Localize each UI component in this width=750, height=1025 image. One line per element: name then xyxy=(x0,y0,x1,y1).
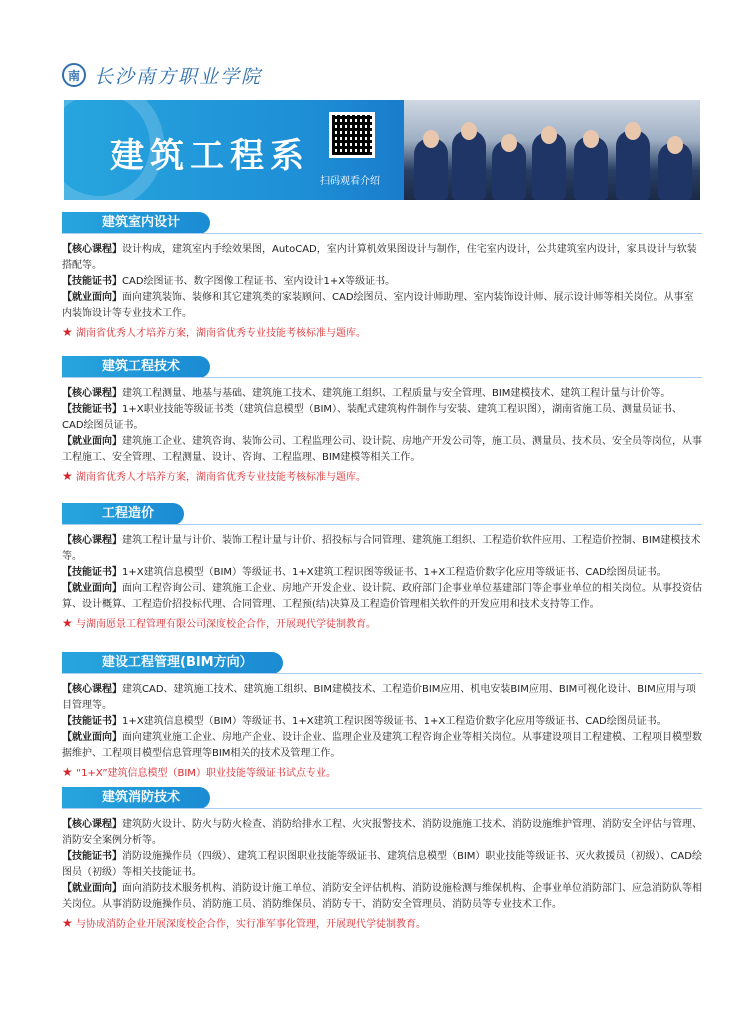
highlight-text: 与湖南愿景工程管理有限公司深度校企合作，开展现代学徒制教育。 xyxy=(75,619,376,630)
highlight-note xyxy=(62,615,702,633)
college-emblem-icon: 南 xyxy=(62,63,86,87)
star-icon: ★ xyxy=(62,616,73,630)
row-label: 【技能证书】 xyxy=(62,567,122,578)
course-row xyxy=(62,386,702,402)
certificate-row xyxy=(62,274,702,290)
employment-row xyxy=(62,581,702,613)
row-text: 建筑CAD、建筑施工技术、建筑施工组织、BIM建模技术、工程造价BIM应用、机电安装BIM应用、BIM可视化设计、BIM应用与项目管理等。 xyxy=(62,684,696,711)
qr-code[interactable] xyxy=(329,112,375,158)
row-text: 1+X建筑信息模型（BIM）等级证书、1+X建筑工程识图等级证书、1+X工程造价数字化应用等级证书、CAD绘图员证书。 xyxy=(122,716,667,727)
divider xyxy=(62,524,702,525)
course-row xyxy=(62,682,702,714)
highlight-text: 湖南省优秀人才培养方案，湖南省优秀专业技能考核标准与题库。 xyxy=(75,472,366,483)
row-label: 【核心课程】 xyxy=(62,535,122,546)
highlight-text: 与协成消防企业开展深度校企合作，实行准军事化管理，开展现代学徒制教育。 xyxy=(75,919,426,930)
section-fire-protection xyxy=(62,787,702,933)
college-logo xyxy=(62,58,262,92)
row-text: 面向建筑装饰、装修和其它建筑类的家装顾问、CAD绘图员、室内设计师助理、室内装饰设计师、展示设计师等相关岗位。从事室内装饰设计等专业技术工作。 xyxy=(62,292,694,319)
section-title: 建筑工程技术 xyxy=(62,356,210,378)
section-construction-tech xyxy=(62,356,702,486)
college-name: 长沙南方职业学院 xyxy=(94,65,263,88)
row-text: 建筑工程计量与计价、装饰工程计量与计价、招投标与合同管理、建筑施工组织、工程造价软件应用、工程造价控制、BIM建模技术等。 xyxy=(62,535,701,562)
row-text: 设计构成，建筑室内手绘效果图，AutoCAD，室内计算机效果图设计与制作，住宅室内设计，公共建筑室内设计，家具设计与软装搭配等。 xyxy=(62,244,697,271)
section-title: 工程造价 xyxy=(62,503,184,525)
row-label: 【就业面向】 xyxy=(62,292,122,303)
highlight-note xyxy=(62,468,702,486)
row-text: CAD绘图证书、数字图像工程证书、室内设计1+X等级证书。 xyxy=(122,276,396,287)
employment-row xyxy=(62,881,702,913)
row-label: 【技能证书】 xyxy=(62,851,122,862)
section-bim-management xyxy=(62,652,702,782)
row-text: 面向工程咨询公司、建筑施工企业、房地产开发企业、设计院、政府部门企事业单位基建部门等企事业单位的相关岗位。从事投资估算、设计概算、工程造价招投标代理、合同管理、工程预(结)决算及工程造价管理相关软件的开发应用和技术支持等工作。 xyxy=(62,583,702,610)
row-label: 【技能证书】 xyxy=(62,404,122,415)
highlight-note xyxy=(62,324,702,342)
section-title: 建筑室内设计 xyxy=(62,212,210,234)
employment-row xyxy=(62,434,702,466)
row-text: 面向建筑业施工企业、房地产企业、设计企业、监理企业及建筑工程咨询企业等相关岗位。从事建设项目工程建模、工程项目模型数据维护、工程项目模型信息管理等BIM相关的技术及管理工作。 xyxy=(62,732,702,759)
certificate-row xyxy=(62,565,702,581)
highlight-text: “1+X”建筑信息模型（BIM）职业技能等级证书试点专业。 xyxy=(75,768,336,779)
row-text: 1+X建筑信息模型（BIM）等级证书、1+X建筑工程识图等级证书、1+X工程造价数字化应用等级证书、CAD绘图员证书。 xyxy=(122,567,667,578)
students-photo xyxy=(404,100,700,200)
banner-title-panel xyxy=(64,100,404,200)
certificate-row xyxy=(62,714,702,730)
star-icon: ★ xyxy=(62,325,73,339)
course-row xyxy=(62,533,702,565)
row-label: 【核心课程】 xyxy=(62,244,122,255)
certificate-row xyxy=(62,849,702,881)
row-text: 1+X职业技能等级证书类（建筑信息模型（BIM）、装配式建筑构件制作与安装、建筑工程识图），湖南省施工员、测量员证书、CAD绘图员证书。 xyxy=(62,404,683,431)
section-title: 建设工程管理(BIM方向） xyxy=(62,652,283,674)
row-text: 消防设施操作员（四级）、建筑工程识图职业技能等级证书、建筑信息模型（BIM）职业技能等级证书、灭火救援员（初级）、CAD绘图员（初级）等相关技能证书。 xyxy=(62,851,702,878)
star-icon: ★ xyxy=(62,916,73,930)
highlight-note xyxy=(62,915,702,933)
row-label: 【就业面向】 xyxy=(62,436,122,447)
certificate-row xyxy=(62,402,702,434)
row-text: 建筑工程测量、地基与基础、建筑施工技术、建筑施工组织、工程质量与安全管理、BIM建模技术、建筑工程计量与计价等。 xyxy=(122,388,671,399)
divider xyxy=(62,673,702,674)
row-label: 【核心课程】 xyxy=(62,684,122,695)
row-label: 【就业面向】 xyxy=(62,883,122,894)
row-text: 面向消防技术服务机构、消防设计施工单位、消防安全评估机构、消防设施检测与维保机构、企事业单位消防部门、应急消防队等相关岗位。从事消防设施操作员、消防施工员、消防维保员、消防专干、消防安全管理员、消防员等专业技术工作。 xyxy=(62,883,702,910)
row-text: 建筑施工企业、建筑咨询、装饰公司、工程监理公司、设计院、房地产开发公司等，施工员、测量员、技术员、安全员等岗位，从事工程施工、安全管理、工程测量、设计、咨询、工程监理、BIM建模等相关工作。 xyxy=(62,436,702,463)
highlight-text: 湖南省优秀人才培养方案，湖南省优秀专业技能考核标准与题库。 xyxy=(75,328,366,339)
department-title: 建筑工程系 xyxy=(110,136,310,176)
employment-row xyxy=(62,730,702,762)
employment-row xyxy=(62,290,702,322)
section-cost-engineering xyxy=(62,503,702,633)
section-interior-design xyxy=(62,212,702,342)
divider xyxy=(62,233,702,234)
star-icon: ★ xyxy=(62,469,73,483)
qr-caption: 扫码观看介绍 xyxy=(320,176,380,187)
highlight-note xyxy=(62,764,702,782)
star-icon: ★ xyxy=(62,765,73,779)
row-label: 【技能证书】 xyxy=(62,716,122,727)
row-label: 【核心课程】 xyxy=(62,819,122,830)
row-label: 【核心课程】 xyxy=(62,388,122,399)
row-text: 建筑防火设计、防火与防火检查、消防给排水工程、火灾报警技术、消防设施施工技术、消防设施维护管理、消防安全评估与管理、消防安全案例分析等。 xyxy=(62,819,702,846)
section-title: 建筑消防技术 xyxy=(62,787,210,809)
course-row xyxy=(62,242,702,274)
row-label: 【就业面向】 xyxy=(62,583,122,594)
divider xyxy=(62,808,702,809)
divider xyxy=(62,377,702,378)
row-label: 【技能证书】 xyxy=(62,276,122,287)
row-label: 【就业面向】 xyxy=(62,732,122,743)
course-row xyxy=(62,817,702,849)
department-banner xyxy=(64,100,700,200)
